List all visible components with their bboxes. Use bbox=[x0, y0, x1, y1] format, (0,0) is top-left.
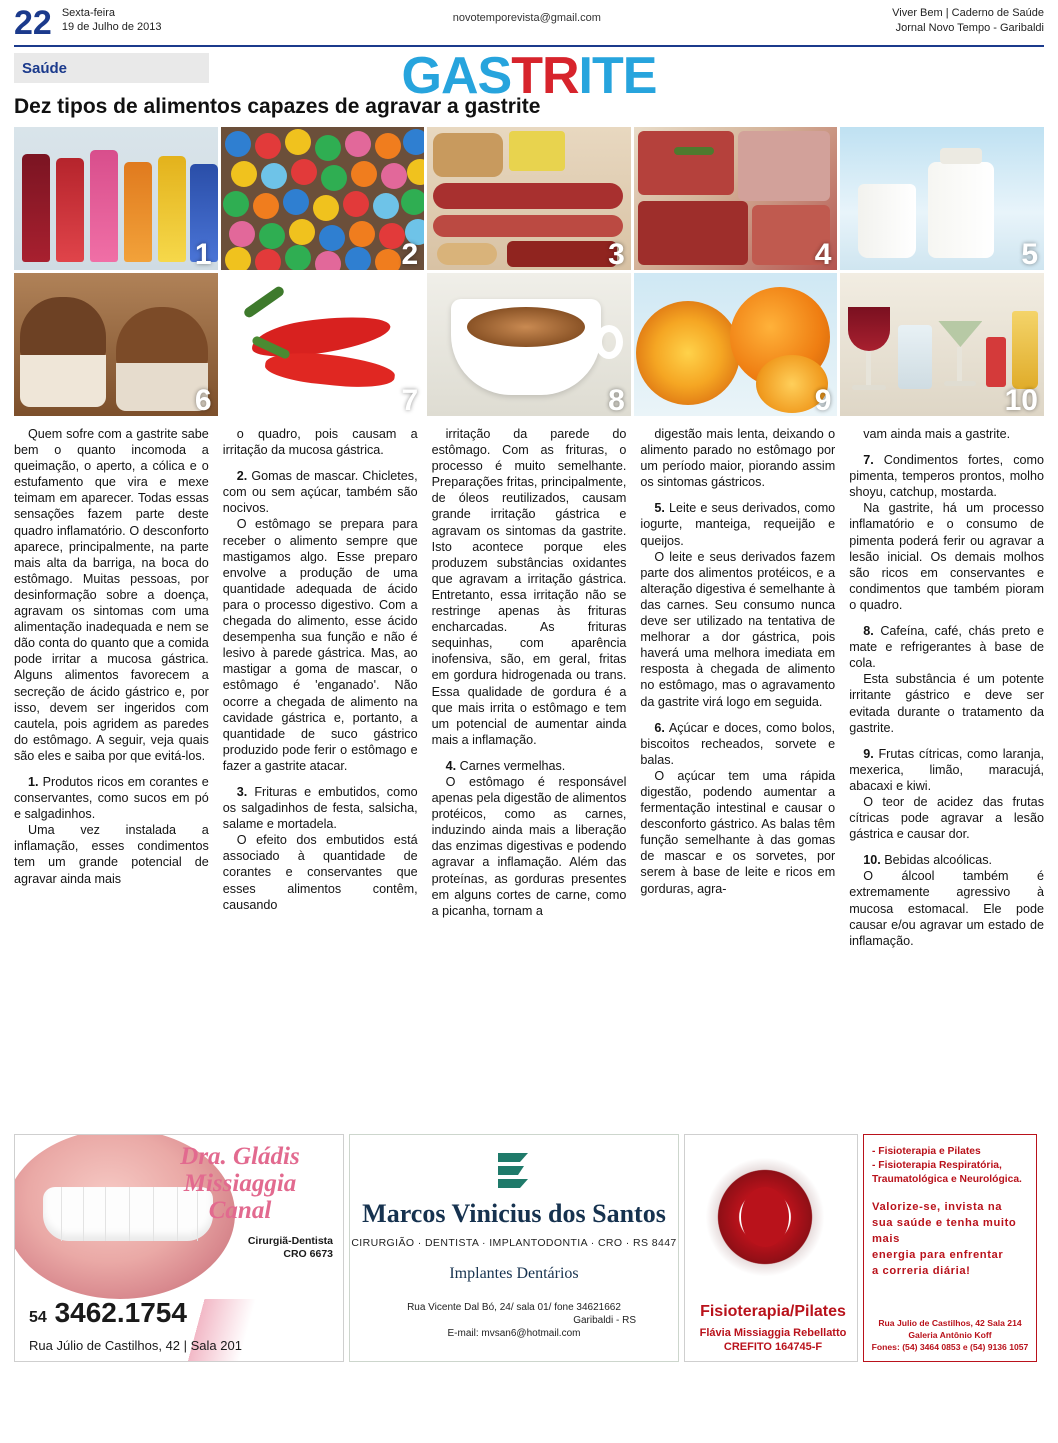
article-column-4 bbox=[640, 426, 835, 1126]
milk-image bbox=[840, 127, 1044, 270]
photo-number: 2 bbox=[401, 238, 419, 270]
photo-number: 1 bbox=[194, 238, 212, 270]
ad-phone[interactable] bbox=[29, 1297, 187, 1329]
paragraph: O teor de acidez das frutas cítricas pode agravar a lesão gástrica e causar dor. bbox=[849, 794, 1044, 842]
ad-title-line-1: Dra. Gládis bbox=[180, 1143, 300, 1170]
ad-title-line-3: Canal bbox=[208, 1197, 272, 1224]
ad-phone-area-code: 54 bbox=[29, 1309, 47, 1326]
paragraph: O açúcar tem uma rápida digestão, podendo aumentar a fermentação intestinal e causar o desconforto gástrico. As balas têm função semelhante à das gomas de mascar e os sorvetes, por serem à base de leite e ricos em gorduras, agra- bbox=[640, 768, 836, 896]
photo-cell-5 bbox=[840, 127, 1044, 270]
photo-number: 6 bbox=[194, 384, 212, 416]
ad-slogan-4: a correria diária! bbox=[872, 1265, 971, 1277]
pilates-logo-icon bbox=[705, 1157, 825, 1277]
red-meat-image bbox=[634, 127, 838, 270]
article-column-1 bbox=[14, 426, 209, 1126]
coffee-image bbox=[427, 273, 631, 416]
dental-logo-icon bbox=[494, 1149, 534, 1193]
ad-city: Garibaldi - RS bbox=[573, 1315, 636, 1326]
photo-cell-10 bbox=[840, 273, 1044, 416]
masthead-left bbox=[14, 6, 162, 42]
oranges-image bbox=[634, 273, 838, 416]
photo-cell-6 bbox=[14, 273, 218, 416]
photo-cell-1 bbox=[14, 127, 218, 270]
photo-cell-7 bbox=[221, 273, 425, 416]
ad-slogan-3: energia para enfrentar bbox=[872, 1249, 1004, 1261]
photo-number: 8 bbox=[608, 384, 625, 416]
section-header bbox=[14, 47, 1044, 105]
ad-service-3: Traumatológica e Neurológica. bbox=[872, 1174, 1022, 1185]
ad-title: Marcos Vinicius dos Santos bbox=[362, 1199, 666, 1228]
paragraph: 4. Carnes vermelhas. bbox=[445, 758, 566, 773]
article-column-2 bbox=[223, 426, 418, 1126]
masthead-publication bbox=[892, 6, 1044, 36]
drinks-bottles-image bbox=[14, 127, 218, 270]
photo-cell-8 bbox=[427, 273, 631, 416]
section-badge: Saúde bbox=[14, 53, 209, 83]
title-part-3: ITE bbox=[578, 47, 657, 105]
photo-number: 9 bbox=[814, 384, 832, 416]
article-body bbox=[14, 426, 1044, 1126]
title-part-2: TR bbox=[511, 47, 579, 105]
paragraph: O estômago se prepara para receber o alimento sempre que mastigamos algo. Esse preparo envolve a produção de uma quantidade adequada de ácido para o processo digestivo. Com a chegada do alimento, esse ácido desempenha sua função e não é lesivo à parede gástrica. Mas, ao mastigar a goma de mascar, o estômago é 'enganado'. Não ocorre a chegada de alimento na cavidade gástrica e, portanto, a quantidade de suco gástrico produzido pode ferir o estômago e fazer a gastrite atacar. bbox=[222, 517, 418, 773]
title-part-1: GAS bbox=[401, 47, 512, 105]
ad-registration: CREFITO 164745-F bbox=[723, 1341, 823, 1353]
ad-address: Rua Vicente Dal Bó, 24/ sala 01/ fone 34621662 bbox=[407, 1302, 621, 1313]
ad-credentials: CIRURGIÃO · DENTISTA · IMPLANTODONTIA · CRO · RS 8447 bbox=[351, 1237, 677, 1249]
ad-email[interactable]: E-mail: mvsan6@hotmail.com bbox=[447, 1328, 581, 1339]
ad-dra-gladis[interactable] bbox=[14, 1134, 344, 1362]
photo-number: 5 bbox=[1021, 238, 1038, 270]
paragraph: 6. Açúcar e doces, como bolos, biscoitos recheados, sorvete e balas. bbox=[640, 720, 836, 767]
paragraph: Na gastrite, há um processo inflamatório e o consumo de pimenta poderá ferir ou agravar a lesão inicial. Os demais molhos são ricos em conservantes e condimentos que também pioram o quadro. bbox=[849, 501, 1044, 612]
paragraph: O efeito dos embutidos está associado à quantidade de corantes e conservantes que esses alimentos contêm, causando bbox=[222, 833, 418, 912]
paragraph: 5. Leite e seus derivados, como iogurte, manteiga, requeijão e queijos. bbox=[640, 501, 836, 548]
paragraph: vam ainda mais a gastrite. bbox=[863, 427, 1011, 441]
gumballs-image bbox=[221, 127, 425, 270]
ad-service: Implantes Dentários bbox=[449, 1265, 579, 1282]
paragraph: 1. Produtos ricos em corantes e conservantes, como sucos em pó e salgadinhos. bbox=[14, 774, 209, 822]
muffins-image bbox=[14, 273, 218, 416]
paragraph: Esta substância é um potente irritante gástrico e deve ser evitada durante o tratamento da gastrite. bbox=[849, 672, 1044, 735]
article-column-3 bbox=[432, 426, 627, 1126]
ad-fisioterapia-pilates[interactable] bbox=[684, 1134, 858, 1362]
masthead-date bbox=[62, 6, 162, 34]
paragraph: digestão mais lenta, deixando o alimento parado no estômago por um período maior, piorando assim os sintomas gástricos. bbox=[640, 427, 836, 490]
publication-line-2: Jornal Novo Tempo - Garibaldi bbox=[895, 22, 1044, 34]
photo-number: 10 bbox=[1004, 384, 1038, 416]
photo-cell-4 bbox=[634, 127, 838, 270]
photo-grid bbox=[14, 127, 1044, 416]
paragraph: o quadro, pois causam a irritação da mucosa gástrica. bbox=[222, 427, 418, 458]
photo-cell-3 bbox=[427, 127, 631, 270]
paragraph: 3. Frituras e embutidos, como os salgadinhos de festa, salsicha, salame e mortadela. bbox=[222, 784, 418, 832]
photo-number: 3 bbox=[608, 238, 625, 270]
paragraph: 9. Frutas cítricas, como laranja, mexerica, limão, maracujá, abacaxi e kiwi. bbox=[849, 746, 1044, 793]
paragraph: 7. Condimentos fortes, como pimenta, temperos prontos, molho shoyu, catchup, mostarda. bbox=[849, 453, 1044, 500]
paragraph: 10. Bebidas alcoólicas. bbox=[863, 853, 993, 868]
photo-cell-9 bbox=[634, 273, 838, 416]
masthead bbox=[14, 0, 1044, 42]
advertisement-row bbox=[14, 1134, 1044, 1362]
paragraph: irritação da parede do estômago. Com as frituras, o processo é muito semelhante. Preparações fritas, principalmente, de óleos reutilizados, causam grande irritação gástrica e agravam os sintomas da gastrite. Isto acontece porque eles produzem substâncias oxidantes que agravam a irritação gástrica. Entretanto, essa irritação não se restringe apenas às frituras encharcadas. As frituras sequinhas, com aparência inofensiva, são, em geral, fritas em gordura hidrogenada ou trans. Essa qualidade de gordura é a que mais irrita o estômago e tem um potencial de aumentar ainda mais a inflamação. bbox=[431, 427, 627, 747]
masthead-weekday: Sexta-feira bbox=[61, 7, 116, 19]
photo-cell-2 bbox=[221, 127, 425, 270]
ad-marcos-vinicius[interactable] bbox=[349, 1134, 679, 1362]
ad-title-line-2: Missiaggia bbox=[183, 1170, 297, 1197]
masthead-date-value: 19 de Julho de 2013 bbox=[61, 21, 162, 33]
cured-meats-cheese-image bbox=[427, 127, 631, 270]
page-number: 22 bbox=[14, 6, 56, 42]
paragraph: 8. Cafeína, café, chás preto e mate e refrigerantes à base de cola. bbox=[849, 624, 1044, 671]
masthead-email: novotemporevista@gmail.com bbox=[452, 12, 601, 24]
ad-service-2: - Fisioterapia Respiratória, bbox=[872, 1160, 1002, 1171]
ad-service-1: - Fisioterapia e Pilates bbox=[872, 1146, 981, 1157]
ad-phone-number: 3462.1754 bbox=[54, 1297, 187, 1328]
paragraph: Uma vez instalada a inflamação, esses condimentos tem um grande potencial de agravar ainda mais bbox=[14, 823, 209, 886]
paragraph: O álcool também é extremamente agressivo à mucosa estomacal. Ele pode causar e/ou agravar um estado de inflamação. bbox=[849, 869, 1044, 948]
paragraph: 2. Gomas de mascar. Chicletes, com ou sem açúcar, também são nocivos. bbox=[222, 469, 418, 516]
ad-phones[interactable]: Fones: (54) 3464 0853 e (54) 9136 1057 bbox=[871, 1342, 1029, 1352]
ad-registration: CRO 6673 bbox=[283, 1248, 333, 1260]
ad-address: Rua Júlio de Castilhos, 42 | Sala 201 bbox=[29, 1338, 242, 1353]
ad-title: Fisioterapia/Pilates bbox=[700, 1303, 846, 1320]
chili-peppers-image bbox=[221, 273, 425, 416]
ad-slogan bbox=[864, 1187, 1036, 1279]
ad-specialty: Cirurgiã-Dentista bbox=[247, 1235, 333, 1247]
ad-contact bbox=[350, 1301, 678, 1340]
article-column-5 bbox=[849, 426, 1044, 1126]
ad-fisioterapia-clinica[interactable] bbox=[863, 1134, 1037, 1362]
paragraph: Quem sofre com a gastrite sabe bem o quanto incomoda a queimação, o aperto, a cólica e o estufamento que vira e mexe teimam em aparecer. Todas essas sensações fazem parte deste quadro inflamatório. O desconforto aparece, principalmente, na parte mais alta da barriga, na boca do estômago. Muitas pessoas, por desinformação sobre a doença, agravam os sintomas com uma alimentação inadequada e nem se dão conta do quanto que a comida pode irritar a mucosa gástrica. Alguns alimentos favorecem a secreção de ácido gástrico e, por isso, devem ser ingeridos com cautela, pois agridem as paredes do estômago. A seguir, veja quais são eles e saiba por que evitá-los. bbox=[14, 427, 209, 763]
paragraph: O estômago é responsável apenas pela digestão de alimentos protéicos, como as carnes, induzindo ainda mais a liberação das enzimas digestivas e podendo agravar a inflamação. Além das proteínas, as gorduras presentes em alguns cortes de carne, como a picanha, tornam a bbox=[431, 774, 627, 918]
ad-slogan-1: Valorize-se, invista na bbox=[872, 1201, 1003, 1213]
ad-title bbox=[145, 1143, 335, 1224]
publication-line-1: Viver Bem | Caderno de Saúde bbox=[892, 7, 1044, 19]
ad-slogan-2: sua saúde e tenha muito mais bbox=[872, 1217, 1017, 1245]
ad-address: Rua Julio de Castilhos, 42 Sala 214 bbox=[878, 1318, 1022, 1328]
ad-contact bbox=[864, 1317, 1036, 1353]
photo-number: 4 bbox=[814, 238, 832, 270]
ad-services bbox=[864, 1135, 1036, 1187]
ad-credentials bbox=[183, 1235, 333, 1261]
ad-professional-name: Flávia Missiaggia Rebellatto bbox=[699, 1327, 847, 1339]
photo-number: 7 bbox=[401, 384, 419, 416]
paragraph: O leite e seus derivados fazem parte dos alimentos protéicos, e a alteração digestiva é semelhante à das carnes. Seu consumo nunca deve ser utilizado na tentativa de melhorar a dor gástrica, pois haverá uma melhora imediata em resposta à chegada de alimento no estômago, mas o agravamento da gastrite virá logo em seguida. bbox=[640, 549, 836, 709]
page-subtitle: Dez tipos de alimentos capazes de agravar a gastrite bbox=[14, 95, 541, 118]
ad-building: Galeria Antônio Koff bbox=[908, 1330, 992, 1340]
